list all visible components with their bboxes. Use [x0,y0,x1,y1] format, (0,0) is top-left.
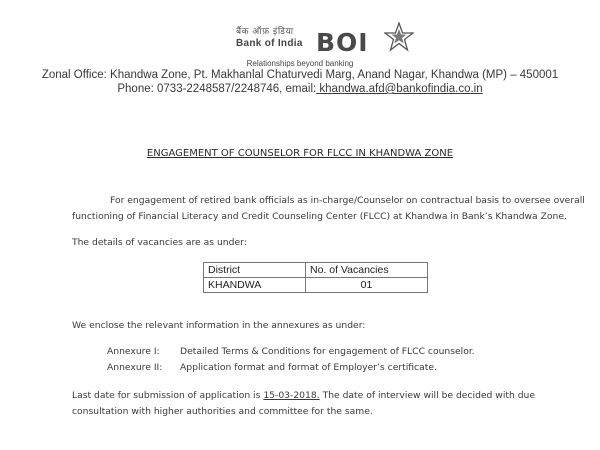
email-link[interactable]: khandwa.afd@bankofindia.co.in [316,83,483,95]
column-header-vacancies: No. of Vacancies [306,263,428,278]
column-header-district: District [204,263,306,278]
cell-district: KHANDWA [204,278,306,293]
paragraph-1-line-1: For engagement of retired bank officials as in-charge/Counselor on contractual basis to oversee overall [110,195,585,206]
star-icon [384,22,414,52]
paragraph-2: The details of vacancies are as under: [72,237,247,248]
paragraph-4-line-1 [72,390,535,401]
paragraph-1-line-2: functioning of Financial Literacy and Credit Counseling Center (FLCC) at Khandwa in Bank’s Khandwa Zone. [72,211,567,222]
deadline-suffix: The date of interview will be decided with due [319,390,536,401]
table-row [204,278,428,293]
paragraph-4-line-2: consultation with higher authorities and committee for the same. [72,406,373,417]
logo-abbrev-text: BOI [316,28,369,57]
paragraph-3: We enclose the relevant information in the annexures as under: [72,320,366,331]
cell-vacancies: 01 [306,278,428,293]
logo-hindi-text: बैंक ऑफ़ इंडिया [236,27,294,37]
table-header-row [204,263,428,278]
deadline-prefix: Last date for submission of application is [72,390,264,401]
annexure-1-label: Annexure I: [107,346,160,357]
contact-line [0,83,600,95]
annexure-2-text: Application format and format of Employer’s certificate. [180,362,437,373]
office-address: Zonal Office: Khandwa Zone, Pt. Makhanlal Chaturvedi Marg, Anand Nagar, Khandwa (MP) – 450001 [41,69,559,81]
document-title: ENGAGEMENT OF COUNSELOR FOR FLCC IN KHANDWA ZONE [146,148,454,159]
vacancy-table [203,262,428,293]
annexure-1-text: Detailed Terms & Conditions for engagement of FLCC counselor. [180,346,475,357]
phone-text: Phone: 0733-2248587/2248746, email: [117,83,317,95]
deadline-date: 15-03-2018. [263,390,320,401]
tagline: Relationships beyond banking [246,59,354,68]
annexure-2-label: Annexure II: [107,362,163,373]
bank-logo [236,22,426,64]
logo-english-text: Bank of India [236,38,303,49]
